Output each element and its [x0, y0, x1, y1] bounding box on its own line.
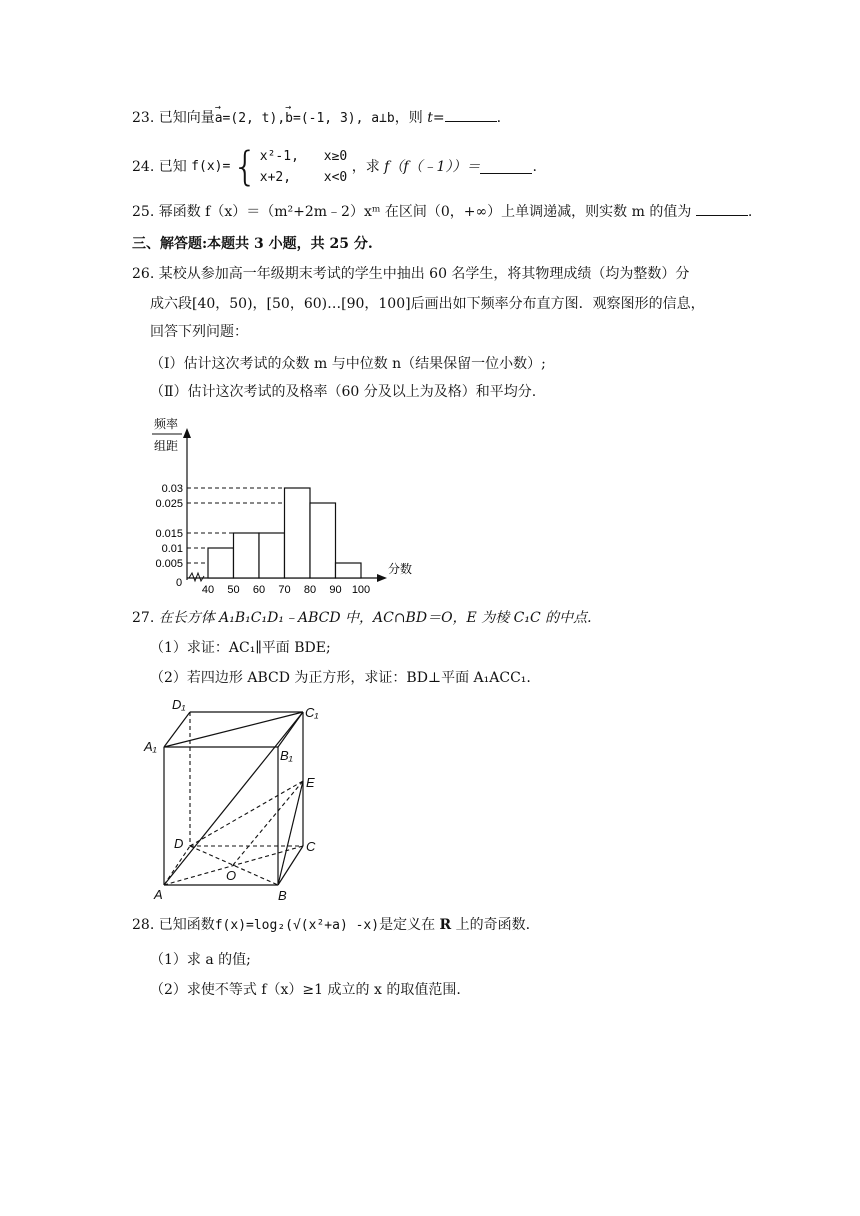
x-tick-label: 50	[227, 584, 240, 596]
piecewise-function	[191, 146, 347, 188]
question-number: 24.	[132, 159, 155, 175]
question-number: 28.	[132, 917, 155, 933]
question-number: 23.	[132, 110, 155, 126]
label-D: D	[174, 836, 184, 851]
label-B: B	[278, 888, 287, 903]
histogram-bar	[259, 533, 285, 578]
case-1-expression: x²-1,	[259, 149, 299, 164]
question-28	[132, 915, 530, 936]
question-text: 已知函数	[158, 917, 215, 933]
histogram-bar	[234, 533, 260, 578]
answer-blank[interactable]	[445, 108, 497, 122]
vector-b: → b	[285, 109, 293, 129]
y-tick-label: 0.03	[161, 483, 183, 495]
origin-label: 0	[176, 577, 183, 589]
brace-icon: {	[232, 144, 258, 190]
y-tick-label: 0.005	[155, 558, 183, 570]
function-label: f(x)=	[191, 159, 231, 174]
x-axis-label: 分数	[388, 562, 413, 576]
case-2-condition: x<0	[323, 170, 348, 185]
segment-A-C1	[164, 712, 303, 885]
question-number: 25.	[132, 204, 155, 220]
y-axis-arrow	[183, 428, 191, 438]
frequency-histogram	[140, 410, 420, 600]
question-27-sub-1: （1）求证：AC₁∥平面 BDE;	[150, 640, 331, 656]
question-text: ，求	[351, 159, 380, 175]
question-text: 某校从参加高一年级期末考试的学生中抽出 60 名学生，将其物理成绩（均为整数）分	[158, 266, 690, 282]
question-26-sub-2: （Ⅱ）估计这次考试的及格率（60 分及以上为及格）和平均分.	[150, 384, 537, 400]
y-axis-label-top: 频率	[154, 417, 179, 431]
question-26-line-1	[132, 264, 689, 284]
question-text: ，则	[394, 110, 423, 126]
question-25	[132, 202, 752, 222]
period: .	[496, 110, 502, 126]
question-text: 已知	[158, 159, 187, 175]
question-text: 已知向量	[158, 110, 215, 126]
x-tick-label: 60	[252, 584, 266, 596]
question-26-sub-1: （Ⅰ）估计这次考试的众数 m 与中位数 n（结果保留一位小数）;	[150, 356, 546, 372]
label-C1: C₁	[305, 705, 319, 720]
question-text: =	[432, 110, 445, 126]
variable-t: t	[427, 110, 433, 126]
axis-break	[189, 573, 204, 581]
question-27	[132, 608, 592, 628]
label-B1: B₁	[280, 748, 293, 763]
question-text: 在长方体 A₁B₁C₁D₁﹣ABCD 中，AC∩BD＝O，E 为棱 C₁C 的中点.	[158, 610, 592, 626]
period: .	[532, 159, 537, 175]
y-tick-label: 0.025	[155, 498, 183, 510]
answer-blank[interactable]	[480, 160, 532, 174]
histogram-bar	[336, 563, 362, 578]
histogram-bar	[285, 488, 311, 578]
question-ask: f（f（﹣1））＝	[384, 159, 481, 175]
label-C: C	[306, 839, 316, 854]
question-text: 是定义在	[379, 917, 436, 933]
question-24	[132, 146, 537, 188]
vector-a-value: =(2, t),	[222, 111, 286, 126]
question-number: 27.	[132, 610, 155, 626]
case-1-condition: x≥0	[323, 149, 348, 164]
label-A: A	[154, 887, 163, 902]
x-tick-label: 70	[278, 584, 291, 596]
real-numbers-symbol: R	[439, 917, 452, 933]
vector-a: → a	[215, 109, 223, 129]
question-text: 幂函数 f（x）＝（m²+2m﹣2）xᵐ 在区间（0，+∞）上单调递减，则实数 m 的值为	[158, 204, 692, 220]
cuboid-figure	[140, 695, 340, 905]
histogram-bar	[310, 503, 336, 578]
section-heading: 三、解答题:本题共 3 小题，共 25 分.	[132, 236, 373, 252]
vector-b-value: =(-1, 3),	[293, 111, 364, 126]
y-tick-label: 0.01	[161, 543, 183, 555]
x-tick-label: 40	[201, 584, 215, 596]
question-28-sub-1: （1）求 a 的值;	[150, 952, 251, 968]
x-tick-label: 80	[303, 584, 317, 596]
x-axis-arrow	[377, 574, 387, 582]
question-28-sub-2: （2）求使不等式 f（x）≥1 成立的 x 的取值范围.	[150, 982, 461, 998]
question-26-line-3: 回答下列问题：	[150, 324, 248, 340]
x-tick-label: 90	[329, 584, 342, 596]
histogram-bar	[208, 548, 234, 578]
question-26-line-2: 成六段[40，50)，[50，60)…[90，100]后画出如下频率分布直方图．观察图形的信息，	[150, 296, 705, 312]
question-23	[132, 108, 501, 129]
x-tick-label: 100	[351, 584, 371, 596]
question-text: 上的奇函数.	[455, 917, 531, 933]
label-D1: D₁	[172, 697, 186, 712]
function-formula: f(x)=log₂(√(x²+a) -x)	[214, 918, 380, 933]
label-O: O	[226, 868, 237, 883]
label-E: E	[306, 775, 315, 790]
y-axis-label-bottom: 组距	[154, 439, 179, 453]
question-number: 26.	[132, 266, 155, 282]
case-2-expression: x+2,	[259, 170, 292, 185]
label-A1: A₁	[144, 739, 157, 754]
question-27-sub-2: （2）若四边形 ABCD 为正方形，求证：BD⊥平面 A₁ACC₁.	[150, 670, 531, 686]
perpendicular-condition: a⊥b	[371, 111, 395, 126]
y-tick-label: 0.015	[155, 528, 183, 540]
hidden-segment-D-E	[190, 781, 303, 846]
segment-B-E	[278, 781, 303, 885]
answer-blank[interactable]	[696, 202, 748, 216]
period: .	[747, 204, 753, 220]
